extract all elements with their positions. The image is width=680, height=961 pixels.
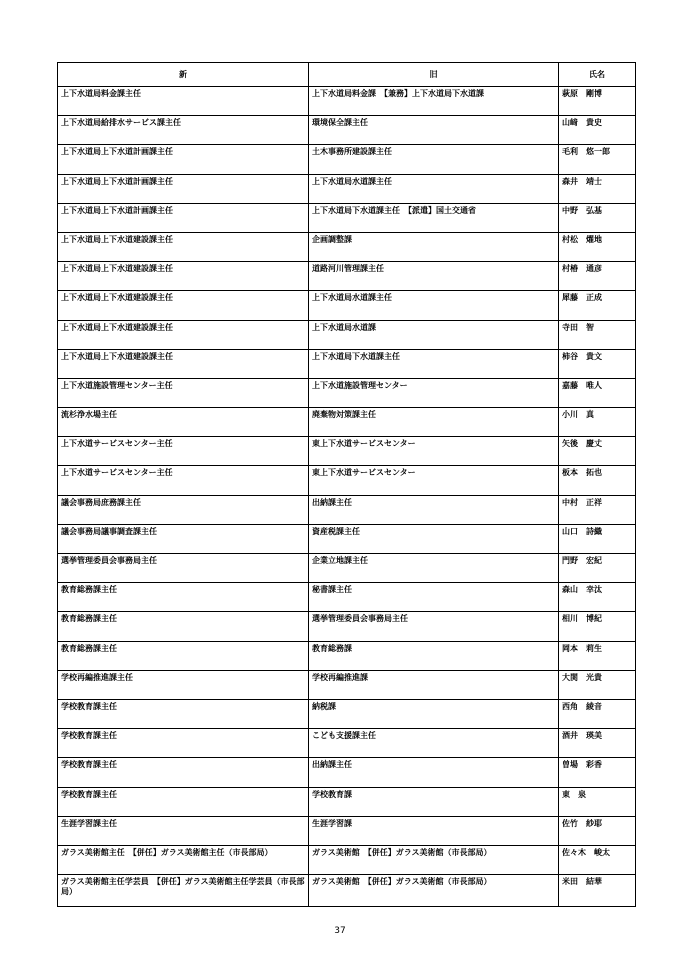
cell-name: 中野 弘基 <box>559 203 636 232</box>
page-number: 37 <box>334 926 346 936</box>
cell-old: 上下水道局水道課主任 <box>309 291 559 320</box>
cell-old: 選挙管理委員会事務局主任 <box>309 612 559 641</box>
cell-name: 村松 燿地 <box>559 232 636 261</box>
cell-old: 納税課 <box>309 699 559 728</box>
header-old: 旧 <box>309 63 559 87</box>
cell-name: 村椿 通彦 <box>559 262 636 291</box>
cell-old: 土木事務所建設課主任 <box>309 145 559 174</box>
cell-new: 上下水道局上下水道建設課主任 <box>58 291 309 320</box>
table-row <box>58 612 636 641</box>
cell-old: 上下水道局水道課 <box>309 320 559 349</box>
cell-name: 板本 拓也 <box>559 466 636 495</box>
cell-name: 矢後 慶丈 <box>559 437 636 466</box>
table-row <box>58 729 636 758</box>
cell-old: 秘書課主任 <box>309 583 559 612</box>
cell-name: 森山 幸汰 <box>559 583 636 612</box>
table-row <box>58 408 636 437</box>
cell-old: 学校再編推進課 <box>309 670 559 699</box>
table-row <box>58 699 636 728</box>
cell-old: 出納課主任 <box>309 495 559 524</box>
cell-name: 佐竹 紗耶 <box>559 816 636 845</box>
table-row <box>58 378 636 407</box>
cell-name: 酒井 瑛美 <box>559 729 636 758</box>
table-row <box>58 291 636 320</box>
cell-new: 選挙管理委員会事務局主任 <box>58 554 309 583</box>
cell-new: 学校教育課主任 <box>58 699 309 728</box>
cell-name: 小川 真 <box>559 408 636 437</box>
table-row <box>58 583 636 612</box>
cell-new: 教育総務課主任 <box>58 612 309 641</box>
cell-old: 上下水道局下水道課主任 【派遣】国土交通省 <box>309 203 559 232</box>
cell-name: 相川 博紀 <box>559 612 636 641</box>
table-row <box>58 203 636 232</box>
cell-old: 資産税課主任 <box>309 524 559 553</box>
table-row <box>58 816 636 845</box>
cell-old: 廃棄物対策課主任 <box>309 408 559 437</box>
cell-old: 学校教育課 <box>309 787 559 816</box>
cell-old: こども支援課主任 <box>309 729 559 758</box>
cell-old: 上下水道局料金課 【兼務】上下水道局下水道課 <box>309 87 559 116</box>
cell-name: 米田 結華 <box>559 875 636 907</box>
cell-new: 学校教育課主任 <box>58 758 309 787</box>
cell-name: 大関 光貴 <box>559 670 636 699</box>
cell-old: 生涯学習課 <box>309 816 559 845</box>
cell-name: 森井 靖士 <box>559 174 636 203</box>
cell-name: 毛利 悠一郎 <box>559 145 636 174</box>
table-row <box>58 262 636 291</box>
cell-new: 学校教育課主任 <box>58 729 309 758</box>
cell-new: ガラス美術館主任 【併任】ガラス美術館主任（市長部局） <box>58 845 309 874</box>
table-row <box>58 437 636 466</box>
cell-new: 上下水道サービスセンター主任 <box>58 437 309 466</box>
cell-new: 上下水道施設管理センター主任 <box>58 378 309 407</box>
cell-old: 上下水道局下水道課主任 <box>309 349 559 378</box>
cell-old: 上下水道局水道課主任 <box>309 174 559 203</box>
table-row <box>58 116 636 145</box>
cell-name: 寺田 智 <box>559 320 636 349</box>
cell-new: 流杉浄水場主任 <box>58 408 309 437</box>
cell-old: 道路河川管理課主任 <box>309 262 559 291</box>
cell-new: 教育総務課主任 <box>58 641 309 670</box>
cell-name: 中村 正祥 <box>559 495 636 524</box>
cell-name: 佐々木 峻太 <box>559 845 636 874</box>
cell-new: 上下水道局上下水道建設課主任 <box>58 349 309 378</box>
cell-new: 上下水道局上下水道建設課主任 <box>58 262 309 291</box>
cell-name: 西角 綾音 <box>559 699 636 728</box>
table-row <box>58 87 636 116</box>
cell-new: 上下水道局料金課主任 <box>58 87 309 116</box>
cell-old: 企業立地課主任 <box>309 554 559 583</box>
cell-name: 曽場 彩香 <box>559 758 636 787</box>
cell-name: 東 泉 <box>559 787 636 816</box>
cell-old: ガラス美術館 【併任】ガラス美術館（市長部局） <box>309 875 559 907</box>
cell-old: 環境保全課主任 <box>309 116 559 145</box>
table-row <box>58 232 636 261</box>
cell-old: 上下水道施設管理センター <box>309 378 559 407</box>
table-row <box>58 320 636 349</box>
cell-old: 出納課主任 <box>309 758 559 787</box>
table-row <box>58 495 636 524</box>
cell-new: 上下水道局給排水サービス課主任 <box>58 116 309 145</box>
cell-old: 東上下水道サービスセンター <box>309 466 559 495</box>
cell-name: 犀藤 正成 <box>559 291 636 320</box>
table-row <box>58 174 636 203</box>
table-header-row <box>58 63 636 87</box>
cell-new: 上下水道サービスセンター主任 <box>58 466 309 495</box>
table-row <box>58 145 636 174</box>
cell-name: 嘉藤 唯人 <box>559 378 636 407</box>
table-row <box>58 670 636 699</box>
cell-new: 上下水道局上下水道計画課主任 <box>58 203 309 232</box>
cell-new: 議会事務局庶務課主任 <box>58 495 309 524</box>
cell-new: 学校再編推進課主任 <box>58 670 309 699</box>
table-row <box>58 787 636 816</box>
cell-new: 教育総務課主任 <box>58 583 309 612</box>
cell-new: 生涯学習課主任 <box>58 816 309 845</box>
table-row <box>58 758 636 787</box>
cell-name: 岡本 莉生 <box>559 641 636 670</box>
cell-name: 柿谷 貴文 <box>559 349 636 378</box>
table-row <box>58 349 636 378</box>
cell-new: 上下水道局上下水道計画課主任 <box>58 174 309 203</box>
table-row <box>58 554 636 583</box>
table-row <box>58 641 636 670</box>
cell-new: ガラス美術館主任学芸員 【併任】ガラス美術館主任学芸員（市長部局） <box>58 875 309 907</box>
header-name: 氏名 <box>559 63 636 87</box>
cell-new: 上下水道局上下水道建設課主任 <box>58 320 309 349</box>
table-row <box>58 524 636 553</box>
cell-old: 企画調整課 <box>309 232 559 261</box>
personnel-table <box>57 62 636 907</box>
cell-name: 門野 宏紀 <box>559 554 636 583</box>
cell-new: 上下水道局上下水道計画課主任 <box>58 145 309 174</box>
header-new: 新 <box>58 63 309 87</box>
cell-new: 学校教育課主任 <box>58 787 309 816</box>
table-row <box>58 466 636 495</box>
cell-old: 東上下水道サービスセンター <box>309 437 559 466</box>
cell-name: 山口 詩織 <box>559 524 636 553</box>
cell-new: 上下水道局上下水道建設課主任 <box>58 232 309 261</box>
cell-name: 山﨑 貴史 <box>559 116 636 145</box>
cell-new: 議会事務局議事調査課主任 <box>58 524 309 553</box>
cell-name: 萩原 剛博 <box>559 87 636 116</box>
table-row <box>58 875 636 907</box>
cell-old: 教育総務課 <box>309 641 559 670</box>
cell-old: ガラス美術館 【併任】ガラス美術館（市長部局） <box>309 845 559 874</box>
table-row <box>58 845 636 874</box>
